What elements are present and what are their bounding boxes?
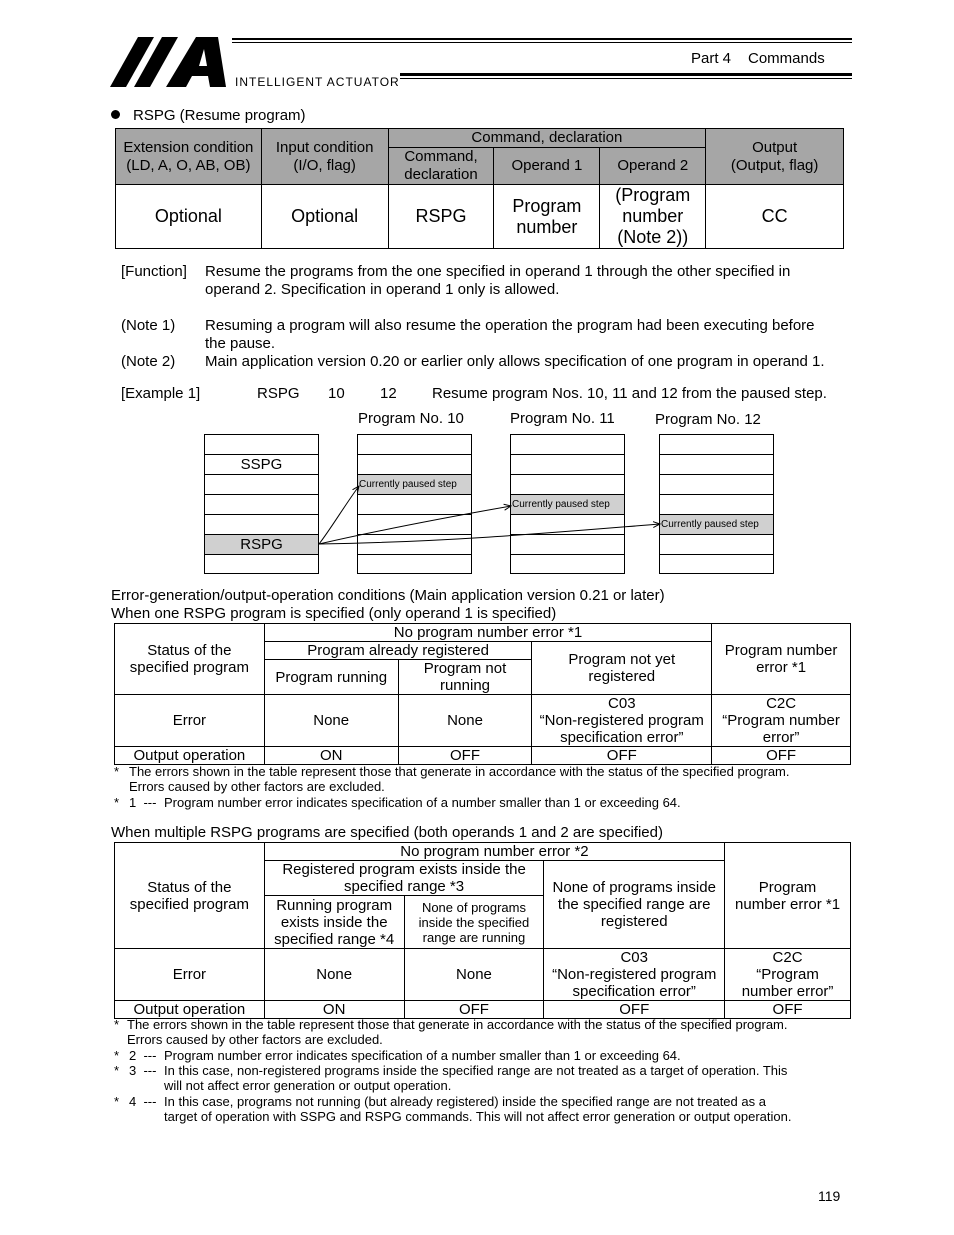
hdr-output: Output (Output, flag) xyxy=(706,129,844,185)
t2-note3-line2: will not affect error generation or output operation. xyxy=(164,1078,452,1093)
t1-output-off: OFF xyxy=(712,747,851,765)
t2-output-on: ON xyxy=(264,1001,404,1019)
section-title: RSPG (Resume program) xyxy=(133,107,306,124)
function-line1: Resume the programs from the one specified in operand 1 through the other specified in xyxy=(205,263,791,280)
main-row-rspg: RSPG xyxy=(205,535,318,555)
example-op2: 12 xyxy=(380,385,397,402)
t1-error-none: None xyxy=(264,695,398,747)
note1-line1: Resuming a program will also resume the operation the program had been executing before xyxy=(205,317,815,334)
function-label: [Function] xyxy=(121,263,187,280)
hdr-input: Input condition (I/O, flag) xyxy=(261,129,388,185)
t2-running-exists: Running program exists inside the specified range *4 xyxy=(264,896,404,949)
t1-error-none: None xyxy=(398,695,532,747)
t2-registered-exists: Registered program exists inside the specified range *3 xyxy=(264,861,544,896)
t1-note2-text: Program number error indicates specification of a number smaller than 1 or exceeding 64. xyxy=(164,795,681,810)
arrow-to-prog11 xyxy=(319,506,511,544)
function-line2: operand 2. Specification in operand 1 only is allowed. xyxy=(205,281,560,298)
t2-note4-line1: In this case, programs not running (but already registered) inside the specified range are not treated as a xyxy=(164,1094,766,1109)
t2-none-running: None of programs inside the specified range are running xyxy=(404,896,544,949)
prog12-paused-step: Currently paused step xyxy=(660,515,773,535)
t1-not-yet-registered: Program not yet registered xyxy=(532,642,712,695)
prog10-title: Program No. 10 xyxy=(358,410,464,427)
t2-note4-mark: * xyxy=(114,1094,120,1109)
t1-note1-line2: Errors caused by other factors are excluded. xyxy=(129,779,385,794)
arrow-to-prog12 xyxy=(319,524,660,544)
val-input: Optional xyxy=(261,185,388,249)
note1-label: (Note 1) xyxy=(121,317,176,334)
t2-error-c2c: C2C “Program number error” xyxy=(725,949,851,1001)
prog11-paused-step: Currently paused step xyxy=(511,495,624,515)
t1-note2-num: 1 --- xyxy=(129,795,157,810)
t2-number-error-header: Program number error *1 xyxy=(725,843,851,949)
arrow-to-prog10 xyxy=(319,486,359,544)
example-cmd: RSPG xyxy=(257,385,300,402)
note2-line1: Main application version 0.20 or earlier only allows specification of one program in operand 1. xyxy=(205,353,825,370)
t1-no-error-header: No program number error *1 xyxy=(264,624,711,642)
example-desc: Resume program Nos. 10, 11 and 12 from the paused step. xyxy=(432,385,827,402)
logo-text: INTELLIGENT ACTUATOR xyxy=(235,75,400,89)
t1-output-on: ON xyxy=(264,747,398,765)
t2-note3-mark: * xyxy=(114,1063,120,1078)
header-part: Part 4 xyxy=(691,50,732,67)
table1-caption: When one RSPG program is specified (only operand 1 is specified) xyxy=(111,605,557,622)
prog12-title: Program No. 12 xyxy=(655,411,761,428)
t1-output-off: OFF xyxy=(398,747,532,765)
t2-error-none: None xyxy=(264,949,404,1001)
hdr-extension: Extension condition (LD, A, O, AB, OB) xyxy=(116,129,262,185)
t1-note1-mark: * xyxy=(114,764,120,779)
t1-number-error-header: Program number error *1 xyxy=(712,624,851,695)
t2-note2-text: Program number error indicates specification of a number smaller than 1 or exceeding 64. xyxy=(164,1048,681,1063)
t2-error-label: Error xyxy=(115,949,265,1001)
val-command: RSPG xyxy=(388,185,494,249)
prog11-title: Program No. 11 xyxy=(510,410,615,427)
val-operand1: Program number xyxy=(494,185,600,249)
t2-note3-line1: In this case, non-registered programs inside the specified range are not treated as a target of operation. This xyxy=(164,1063,788,1078)
error-table-multiple xyxy=(114,842,851,1019)
hdr-operand1: Operand 1 xyxy=(494,148,600,185)
t2-no-error-header: No program number error *2 xyxy=(264,843,724,861)
val-output: CC xyxy=(706,185,844,249)
t1-note1-line1: The errors shown in the table represent those that generate in accordance with the status of the specified program. xyxy=(129,764,790,779)
table2-caption: When multiple RSPG programs are specified (both operands 1 and 2 are specified) xyxy=(111,824,663,841)
t2-note1-line1: The errors shown in the table represent those that generate in accordance with the status of the specified program. xyxy=(127,1017,788,1032)
t2-note1-mark: * xyxy=(114,1017,120,1032)
example-label: [Example 1] xyxy=(121,385,201,402)
conditions-title: Error-generation/output-operation conditions (Main application version 0.21 or later) xyxy=(111,587,665,604)
t1-error-label: Error xyxy=(115,695,265,747)
example-op1: 10 xyxy=(328,385,345,402)
val-extension: Optional xyxy=(116,185,262,249)
t1-output-off: OFF xyxy=(532,747,712,765)
hdr-command: Command, declaration xyxy=(388,148,494,185)
header-section: Commands xyxy=(748,50,825,67)
t1-error-c03: C03 “Non-registered program specification error” xyxy=(532,695,712,747)
t2-output-label: Output operation xyxy=(115,1001,265,1019)
note1-line2: the pause. xyxy=(205,335,276,352)
page-number: 119 xyxy=(818,1188,841,1204)
t2-status-header: Status of the specified program xyxy=(115,843,265,949)
val-operand2: (Program number (Note 2)) xyxy=(600,185,706,249)
t2-error-none: None xyxy=(404,949,544,1001)
t1-status-header: Status of the specified program xyxy=(115,624,265,695)
error-table-single xyxy=(114,623,851,765)
t2-note2-num: 2 --- xyxy=(129,1048,157,1063)
t2-output-off: OFF xyxy=(404,1001,544,1019)
prog10-paused-step: Currently paused step xyxy=(358,475,471,495)
t2-note4-line2: target of operation with SSPG and RSPG commands. This will not affect error generation or output operation. xyxy=(164,1109,792,1124)
hdr-operand2: Operand 2 xyxy=(600,148,706,185)
hdr-command-group: Command, declaration xyxy=(388,129,706,148)
t1-already-registered: Program already registered xyxy=(264,642,532,660)
note2-label: (Note 2) xyxy=(121,353,176,370)
t2-output-off: OFF xyxy=(725,1001,851,1019)
main-row-sspg: SSPG xyxy=(205,455,318,475)
t2-note4-num: 4 --- xyxy=(129,1094,157,1109)
t2-none-registered: None of programs inside the specified range are registered xyxy=(544,861,725,949)
t2-output-off: OFF xyxy=(544,1001,725,1019)
t2-note1-line2: Errors caused by other factors are excluded. xyxy=(127,1032,383,1047)
t2-note3-num: 3 --- xyxy=(129,1063,157,1078)
t1-running: Program running xyxy=(264,660,398,695)
t1-note2-mark: * xyxy=(114,795,120,810)
t2-error-c03: C03 “Non-registered program specification error” xyxy=(544,949,725,1001)
t1-output-label: Output operation xyxy=(115,747,265,765)
t1-error-c2c: C2C “Program number error” xyxy=(712,695,851,747)
t1-not-running: Program not running xyxy=(398,660,532,695)
t2-note2-mark: * xyxy=(114,1048,120,1063)
